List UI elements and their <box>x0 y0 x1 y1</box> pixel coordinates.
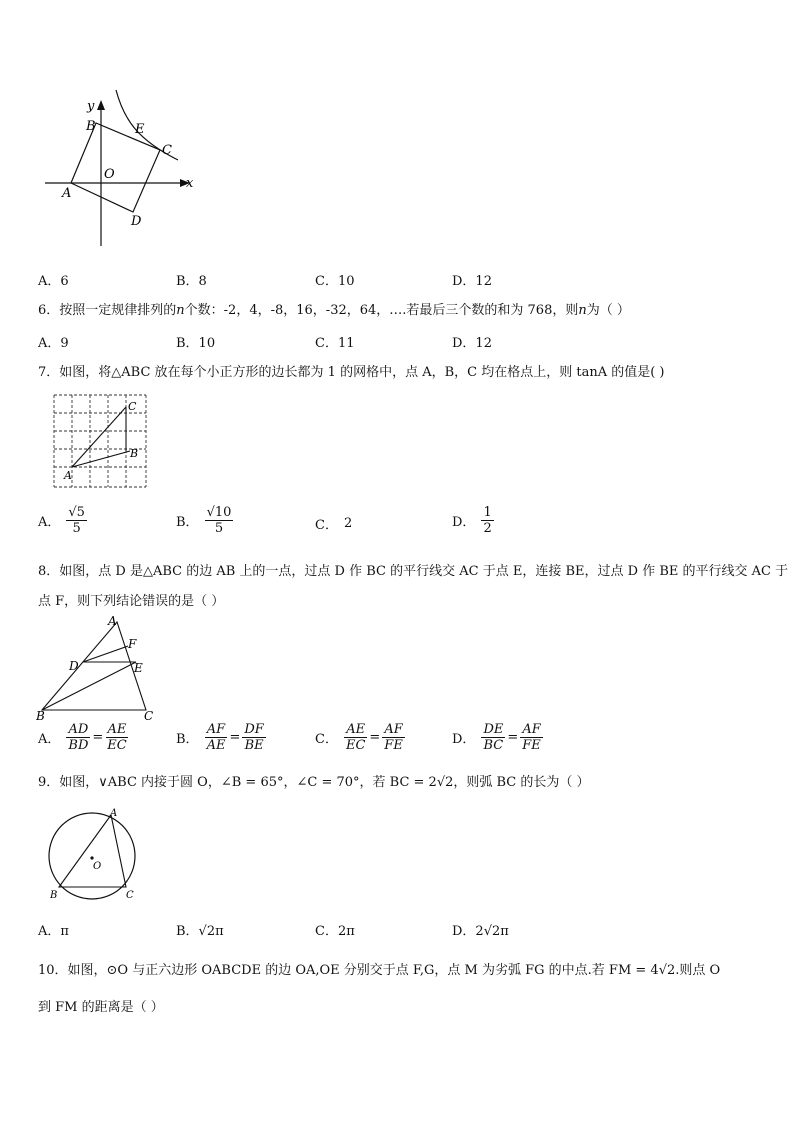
label-D: D <box>69 659 79 673</box>
q8-option-a: A． $\frac{AD}{BD}$ = $\frac{AE}{EC}$ <box>38 722 127 753</box>
label-B: B <box>50 890 58 901</box>
q5-option-d: D．12 <box>452 274 492 289</box>
label-A: A <box>108 614 117 628</box>
triangle-abc <box>42 622 146 710</box>
q10-line2: 到 FM 的距离是（ ） <box>38 1000 164 1015</box>
label-O: O <box>93 861 102 872</box>
q6-var-n: n <box>176 303 185 318</box>
q5-option-b: B．8 <box>176 274 207 289</box>
q8-line2: 点 F，则下列结论错误的是（ ） <box>38 594 225 609</box>
q9-option-b: B．√2π <box>176 924 224 939</box>
label-E: E <box>134 661 143 675</box>
q6-var-n2: n <box>578 303 587 318</box>
y-axis-arrow <box>97 100 105 110</box>
q7-option-d: D． $\frac{1}{2}$ <box>452 505 492 536</box>
square-abcd <box>71 123 160 212</box>
triangle-abc <box>72 407 130 467</box>
q6-text-before: 6．按照一定规律排列的 <box>38 303 177 318</box>
q9-option-d: D．2√2π <box>452 924 509 939</box>
q7-option-c: C． 2 <box>315 516 353 533</box>
q10-line1: 10．如图，⊙O 与正六边形 OABCDE 的边 OA,OE 分别交于点 F,G，点 M 为劣弧 FG 的中点.若 FM = 4√2.则点 O <box>38 963 721 978</box>
q6-option-d: D．12 <box>452 336 492 351</box>
label-C: C <box>144 709 154 722</box>
q5-option-a: A．6 <box>38 274 69 289</box>
q8-option-d: D． $\frac{DE}{BC}$ = $\frac{AF}{FE}$ <box>452 722 541 753</box>
q9-option-a: A．π <box>38 924 69 939</box>
q8-figure <box>36 614 160 722</box>
label-A: A <box>62 186 72 201</box>
q9-figure <box>44 806 144 902</box>
q8-line1: 8．如图，点 D 是△ABC 的边 AB 上的一点，过点 D 作 BC 的平行线交 AC 于点 E，连接 BE，过点 D 作 BE 的平行线交 AC 于 <box>38 564 789 579</box>
triangle-abc <box>59 815 126 887</box>
q8-option-c: C． $\frac{AE}{EC}$ = $\frac{AF}{FE}$ <box>315 722 403 753</box>
q7-grid-figure <box>50 393 154 489</box>
q6-text-end: 为（ ） <box>586 303 630 318</box>
q6-option-c: C．11 <box>315 336 355 351</box>
label-x: x <box>186 176 194 191</box>
q6-text-mid: 个数：-2，4，-8，16，-32，64，….若最后三个数的和为 768，则 <box>184 303 579 318</box>
label-C: C <box>128 400 137 413</box>
q8-option-b: B． $\frac{AF}{AE}$ = $\frac{DF}{BE}$ <box>176 722 264 753</box>
center-o-dot <box>90 856 93 859</box>
circle-o <box>49 813 135 899</box>
q6-text <box>38 302 630 320</box>
q5-figure <box>40 88 200 250</box>
label-B: B <box>86 119 96 134</box>
label-C: C <box>126 890 134 901</box>
q7-option-b: B． $\frac{√10}{5}$ <box>176 505 232 536</box>
q6-option-b: B．10 <box>176 336 216 351</box>
q9-option-c: C．2π <box>315 924 355 939</box>
label-A: A <box>110 808 118 819</box>
label-B: B <box>130 447 139 460</box>
label-O: O <box>104 167 115 182</box>
q5-option-c: C．10 <box>315 274 355 289</box>
label-D: D <box>131 214 142 229</box>
label-F: F <box>128 637 137 651</box>
q7-text: 7．如图，将△ABC 放在每个小正方形的边长都为 1 的网格中，点 A，B，C 均在格点上，则 tanA 的值是( ) <box>38 365 665 380</box>
q7-option-a: A． $\frac{√5}{5}$ <box>38 505 85 536</box>
label-C: C <box>162 143 172 158</box>
q9-text: 9．如图，∨ABC 内接于圆 O，∠B = 65°，∠C = 70°，若 BC = 2√2，则弧 BC 的长为（ ） <box>38 775 590 790</box>
label-y: y <box>87 99 95 114</box>
label-E: E <box>135 122 145 137</box>
q6-option-a: A．9 <box>38 336 69 351</box>
label-B: B <box>36 709 45 722</box>
label-A: A <box>64 469 72 482</box>
